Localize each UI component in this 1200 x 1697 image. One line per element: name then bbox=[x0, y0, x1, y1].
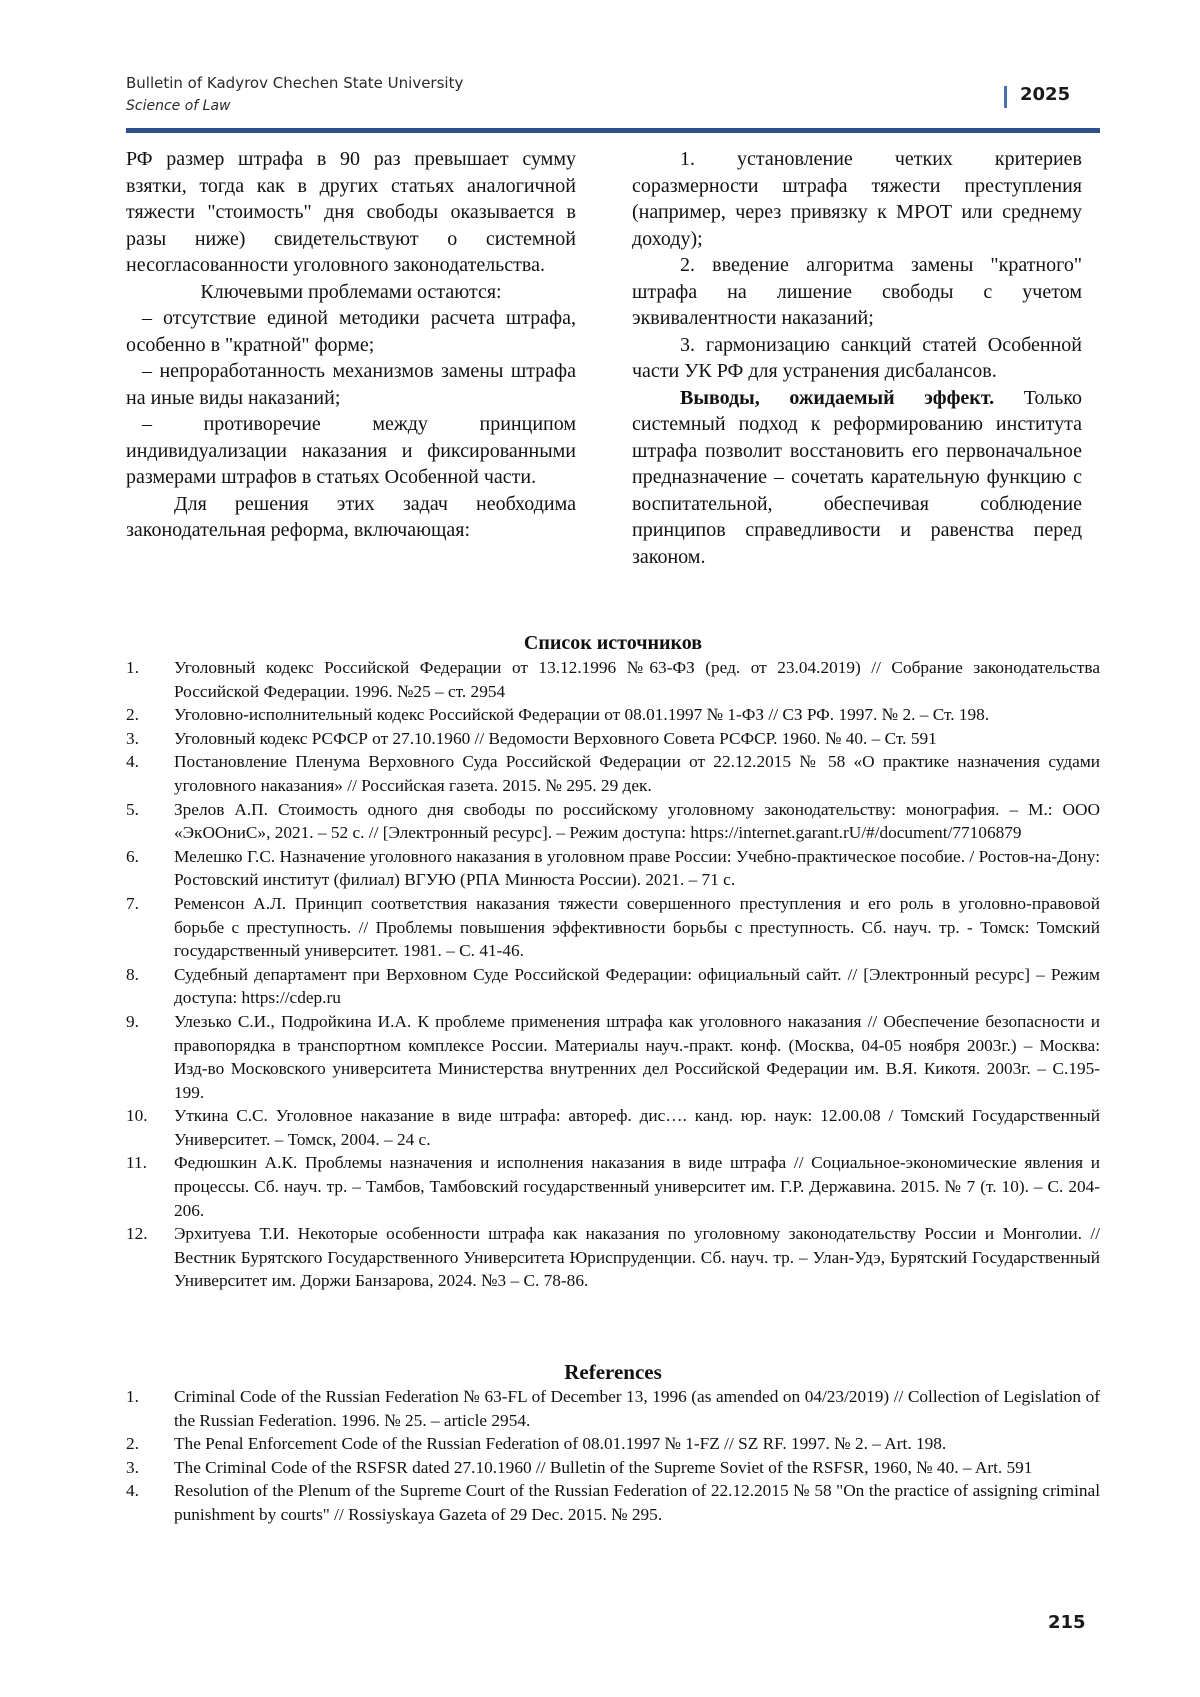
item-text: Федюшкин А.К. Проблемы назначения и исполнения наказания в виде штрафа // Социальное-экономические явления и процессы. Сб. науч. тр. – Тамбов, Тамбовский государственный университет им. Г.Р. Державина. 2015. № 7 (т. 10). – С. 204-206. bbox=[174, 1153, 1100, 1219]
conclusion-paragraph bbox=[632, 385, 1082, 571]
list-item bbox=[126, 1432, 1100, 1456]
sources-list bbox=[126, 656, 1100, 1293]
item-number: 1. bbox=[126, 656, 139, 680]
item-number: 3. bbox=[126, 727, 139, 751]
list-item bbox=[126, 1104, 1100, 1151]
list-item: – отсутствие единой методики расчета штрафа, особенно в "кратной" форме; bbox=[126, 305, 576, 358]
list-item: 2. введение алгоритма замены "кратного" штрафа на лишение свободы с учетом эквивалентности наказаний; bbox=[632, 252, 1082, 332]
journal-title: Bulletin of Kadyrov Chechen State University bbox=[126, 74, 463, 92]
list-item: – противоречие между принципом индивидуализации наказания и фиксированными размерами штрафов в статьях Особенной части. bbox=[126, 411, 576, 491]
issue-year: 2025 bbox=[1020, 84, 1070, 105]
item-number: 4. bbox=[126, 750, 139, 774]
header-rule bbox=[126, 128, 1100, 133]
item-number: 12. bbox=[126, 1222, 148, 1246]
item-text: The Penal Enforcement Code of the Russian Federation of 08.01.1997 № 1-FZ // SZ RF. 1997. № 2. – Art. 198. bbox=[174, 1434, 946, 1453]
list-item: 3. гармонизацию санкций статей Особенной части УК РФ для устранения дисбалансов. bbox=[632, 332, 1082, 385]
list-item bbox=[126, 845, 1100, 892]
sources-title: Список источников bbox=[126, 632, 1100, 655]
item-text: Мелешко Г.С. Назначение уголовного наказания в уголовном праве России: Учебно-практическое пособие. / Ростов-на-Дону: Ростовский институт (филиал) ВГУЮ (РПА Минюста России). 2021. – 71 с. bbox=[174, 847, 1100, 890]
paragraph: Для решения этих задач необходима законодательная реформа, включающая: bbox=[126, 491, 576, 544]
item-number: 3. bbox=[126, 1456, 139, 1480]
list-item bbox=[126, 1479, 1100, 1526]
item-number: 9. bbox=[126, 1010, 139, 1034]
right-column bbox=[632, 146, 1082, 570]
item-number: 2. bbox=[126, 703, 139, 727]
item-number: 10. bbox=[126, 1104, 148, 1128]
year-divider bbox=[1004, 86, 1007, 108]
conclusion-heading: Выводы, ожидаемый эффект. bbox=[680, 387, 994, 409]
paragraph: РФ размер штрафа в 90 раз превышает сумму взятки, тогда как в других статьях аналогичной тяжести "стоимость" дня свободы оказывается в разы ниже) свидетельствуют о системной несогласованности уголовного законодательства. bbox=[126, 146, 576, 279]
running-header bbox=[126, 72, 1100, 132]
item-text: Resolution of the Plenum of the Supreme Court of the Russian Federation of 22.12.2015 № 58 "On the practice of assigning criminal punishment by courts" // Rossiyskaya Gazeta of 29 Dec. 2015. № 295. bbox=[174, 1481, 1100, 1524]
list-item bbox=[126, 727, 1100, 751]
paragraph: Ключевыми проблемами остаются: bbox=[126, 279, 576, 306]
item-text: The Criminal Code of the RSFSR dated 27.10.1960 // Bulletin of the Supreme Soviet of the RSFSR, 1960, № 40. – Art. 591 bbox=[174, 1458, 1032, 1477]
item-text: Уголовный кодекс РСФСР от 27.10.1960 // Ведомости Верховного Совета РСФСР. 1960. № 40. – Ст. 591 bbox=[174, 729, 937, 748]
conclusion-text: Только системный подход к реформированию института штрафа позволит восстановить его первоначальное предназначение – сочетать карательную функцию с воспитательной, обеспечивая соблюдение принципов справедливости и равенства перед законом. bbox=[632, 387, 1082, 568]
item-text: Эрхитуева Т.И. Некоторые особенности штрафа как наказания по уголовному законодательству России и Монголии. // Вестник Бурятского Государственного Университета Юриспруденции. Сб. науч. тр. – Улан-Удэ, Бурятский Государственный Университет им. Доржи Банзарова, 2024. №3 – С. 78-86. bbox=[174, 1224, 1100, 1290]
item-text: Уголовно-исполнительный кодекс Российской Федерации от 08.01.1997 № 1-ФЗ // СЗ РФ. 1997. № 2. – Ст. 198. bbox=[174, 705, 989, 724]
item-text: Зрелов А.П. Стоимость одного дня свободы по российскому уголовному законодательству: монография. – М.: ООО «ЭкООниС», 2021. – 52 с. // [Электронный ресурс]. – Режим доступа: https://internet.garant.rU/#/document/77106879 bbox=[174, 800, 1100, 843]
item-text: Criminal Code of the Russian Federation № 63-FL of December 13, 1996 (as amended on 04/23/2019) // Collection of Legislation of the Russian Federation. 1996. № 25. – article 2954. bbox=[174, 1387, 1100, 1430]
list-item bbox=[126, 656, 1100, 703]
left-column bbox=[126, 146, 576, 544]
list-item bbox=[126, 1385, 1100, 1432]
item-text: Уголовный кодекс Российской Федерации от 13.12.1996 №63-ФЗ (ред. от 23.04.2019) // Собрание законодательства Российской Федерации. 1996. №25 – ст. 2954 bbox=[174, 658, 1100, 701]
list-item: – непроработанность механизмов замены штрафа на иные виды наказаний; bbox=[126, 358, 576, 411]
list-item bbox=[126, 1151, 1100, 1222]
list-item bbox=[126, 1010, 1100, 1104]
list-item bbox=[126, 798, 1100, 845]
list-item bbox=[126, 1222, 1100, 1293]
list-item: 1. установление четких критериев соразмерности штрафа тяжести преступления (например, через привязку к МРОТ или среднему доходу); bbox=[632, 146, 1082, 252]
page-number: 215 bbox=[1048, 1612, 1086, 1633]
list-item bbox=[126, 750, 1100, 797]
journal-section: Science of Law bbox=[126, 98, 231, 114]
item-number: 2. bbox=[126, 1432, 139, 1456]
article-page bbox=[0, 0, 1200, 1697]
list-item bbox=[126, 1456, 1100, 1480]
item-text: Уткина С.С. Уголовное наказание в виде штрафа: автореф. дис…. канд. юр. наук: 12.00.08 / Томский Государственный Университет. – Томск, 2004. – 24 с. bbox=[174, 1106, 1100, 1149]
references-list bbox=[126, 1385, 1100, 1527]
item-number: 8. bbox=[126, 963, 139, 987]
item-number: 4. bbox=[126, 1479, 139, 1503]
list-item bbox=[126, 963, 1100, 1010]
item-number: 6. bbox=[126, 845, 139, 869]
references-title: References bbox=[126, 1360, 1100, 1385]
item-number: 1. bbox=[126, 1385, 139, 1409]
list-item bbox=[126, 703, 1100, 727]
item-number: 7. bbox=[126, 892, 139, 916]
item-text: Судебный департамент при Верховном Суде Российской Федерации: официальный сайт. // [Электронный ресурс] – Режим доступа: https://cdep.ru bbox=[174, 965, 1100, 1008]
list-item bbox=[126, 892, 1100, 963]
item-text: Постановление Пленума Верховного Суда Российской Федерации от 22.12.2015 № 58 «О практике назначения судами уголовного наказания» // Российская газета. 2015. № 295. 29 дек. bbox=[174, 752, 1100, 795]
item-text: Ременсон А.Л. Принцип соответствия наказания тяжести совершенного преступления и его роль в уголовно-правовой борьбе с преступность. // Проблемы повышения эффективности борьбы с преступность. Сб. науч. тр. - Томск: Томский государственный университет. 1981. – С. 41-46. bbox=[174, 894, 1100, 960]
item-number: 11. bbox=[126, 1151, 147, 1175]
item-text: Улезько С.И., Подройкина И.А. К проблеме применения штрафа как уголовного наказания // Обеспечение безопасности и правопорядка в транспортном комплексе России. Материалы науч.-практ. конф. (Москва, 04-05 ноября 2003г.) – Москва: Изд-во Московского университета Министерства внутренних дел Российской Федерации им. В.Я. Кикотя. 2003г. – С.195-199. bbox=[174, 1012, 1100, 1102]
item-number: 5. bbox=[126, 798, 139, 822]
